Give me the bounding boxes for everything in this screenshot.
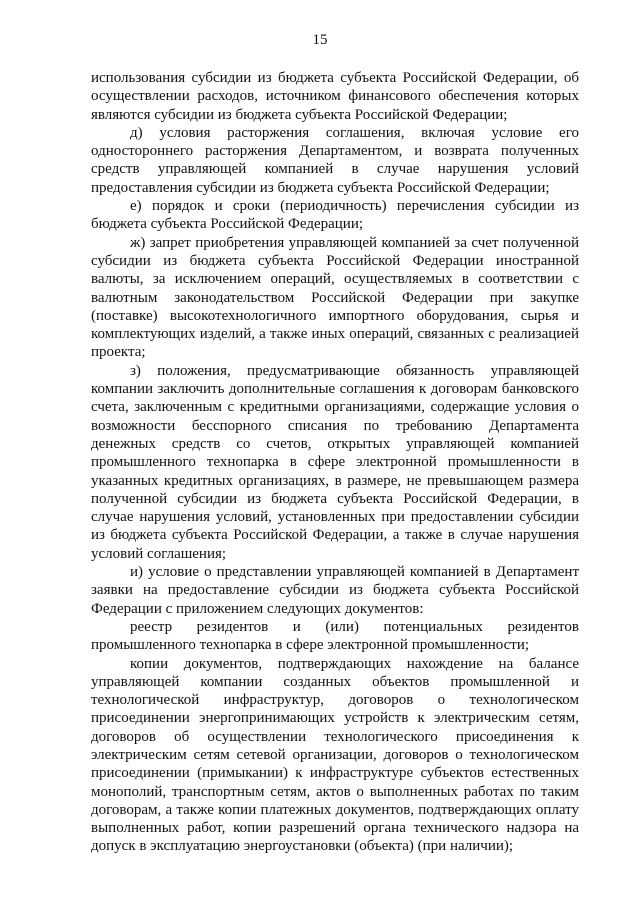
page-number: 15 [312, 32, 328, 48]
paragraph-registry: реестр резидентов и (или) потенциальных резидентов промышленного технопарка в сфере электронной промышленности; [91, 618, 579, 654]
document-body [91, 69, 579, 856]
paragraph-item-i: и) условие о представлении управляющей компанией в Департамент заявки на предоставление субсидии из бюджета субъекта Российской Федерации с приложением следующих документов: [91, 564, 579, 617]
paragraph-item-d: д) условия расторжения соглашения, включая условие его одностороннего расторжения Департаментом, и возврата полученных средств управляющей компанией в случае нарушения условий предоставления субсидии из бюджета субъекта Российской Федерации; [91, 124, 579, 196]
paragraph-item-e: е) порядок и сроки (периодичность) перечисления субсидии из бюджета субъекта Российской Федерации; [91, 198, 579, 233]
paragraph-item-zh: ж) запрет приобретения управляющей компанией за счет полученной субсидии из бюджета субъекта Российской Федерации иностранной валюты, за исключением операций, осуществляемых в соответствии с валютным законодательством Российской Федерации при закупке (поставке) высокотехнологичного импортного оборудования, сырья и комплектующих изделий, а также иных операций, связанных с реализацией проекта; [91, 234, 579, 361]
paragraph-continuation: использования субсидии из бюджета субъекта Российской Федерации, об осуществлении расходов, источником финансового обеспечения которых являются субсидии из бюджета субъекта Российской Федерации; [91, 70, 579, 123]
paragraph-document-copies: копии документов, подтверждающих нахождение на балансе управляющей компании созданных объектов промышленной и технологической инфраструктур, договоров о технологическом присоединении энергопринимающих устройств к электрическим сетям, договоров об осуществлении технологического присоединения к электрическим сетям сетевой организации, договоров о технологическом присоединении (примыкании) к инфраструктуре субъектов естественных монополий, транспортным сетям, актов о выполненных работах по таким договорам, а также копии платежных документов, подтверждающих оплату выполненных работ, копии разрешений органа технического надзора на допуск в эксплуатацию энергоустановки (объекта) (при наличии); [91, 655, 579, 855]
paragraph-item-z: з) положения, предусматривающие обязанность управляющей компании заключить дополнительные соглашения к договорам банковского счета, заключенным с кредитными организациями, содержащие условия о возможности бесспорного списания по требованию Департамента денежных средств со счетов, открытых управляющей компанией промышленного технопарка в сфере электронной промышленности в указанных кредитных организациях, в размере, не превышающем размера полученной субсидии из бюджета субъекта Российской Федерации, в случае нарушения условий, установленных при предоставлении субсидии из бюджета субъекта Российской Федерации, а также в случае нарушения условий соглашения; [91, 362, 579, 562]
